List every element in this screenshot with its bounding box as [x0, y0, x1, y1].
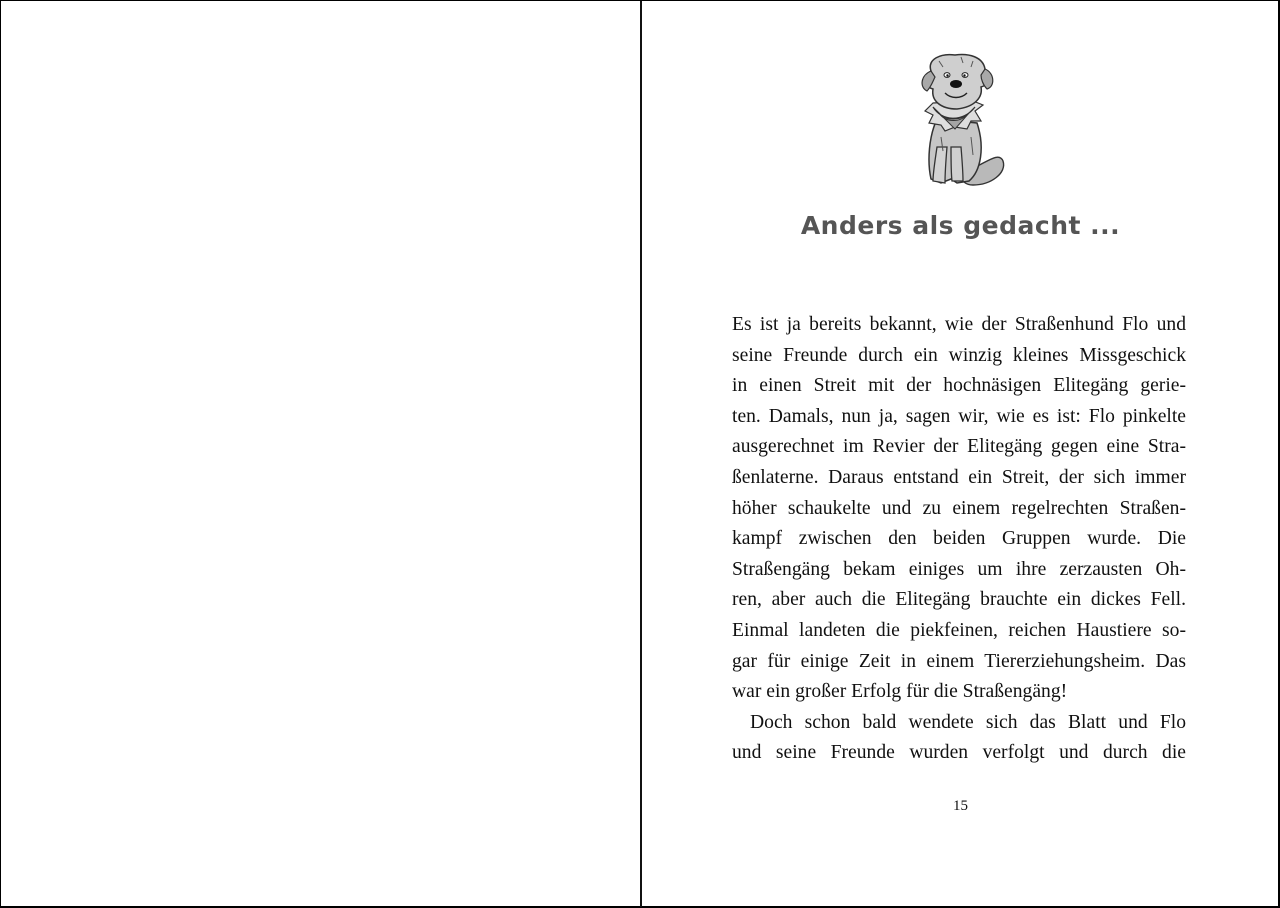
text-line: seine Freunde durch ein winzig kleines Missgeschick	[732, 344, 1186, 366]
text-line: höher schaukelte und zu einem regelrechten Straßen-	[732, 497, 1186, 519]
text-line: Einmal landeten die piekfeinen, reichen Haustiere so-	[732, 619, 1186, 641]
left-page-blank	[1, 1, 641, 907]
chapter-body-text	[732, 310, 1186, 769]
text-line: ten. Damals, nun ja, sagen wir, wie es ist: Flo pinkelte	[732, 405, 1186, 427]
text-line: gar für einige Zeit in einem Tiererziehungsheim. Das	[732, 650, 1186, 672]
dog-nose	[950, 80, 962, 88]
text-line: kampf zwischen den beiden Gruppen wurde. Die	[732, 528, 1186, 550]
text-line: ausgerechnet im Revier der Elitegäng gegen eine Stra-	[732, 436, 1186, 458]
text-line: war ein großer Erfolg für die Straßengäng!	[732, 681, 1068, 703]
text-line: Doch schon bald wendete sich das Blatt und Flo	[750, 711, 1186, 733]
dog-illustration	[911, 51, 1011, 189]
text-line: Es ist ja bereits bekannt, wie der Straßenhund Flo und	[732, 314, 1186, 335]
page-number: 15	[953, 798, 968, 814]
text-line: und seine Freunde wurden verfolgt und durch die	[732, 742, 1186, 764]
chapter-title: Anders als gedacht ...	[800, 211, 1121, 240]
dog-leg-right	[951, 147, 963, 181]
right-page	[642, 1, 1279, 907]
text-line: ßenlaterne. Daraus entstand ein Streit, der sich immer	[732, 466, 1186, 488]
text-line: in einen Streit mit der hochnäsigen Elitegäng gerie-	[732, 375, 1186, 397]
text-line: ren, aber auch die Elitegäng brauchte ein dickes Fell.	[732, 589, 1186, 611]
text-line: Straßengäng bekam einiges um ihre zerzausten Oh-	[732, 558, 1186, 580]
